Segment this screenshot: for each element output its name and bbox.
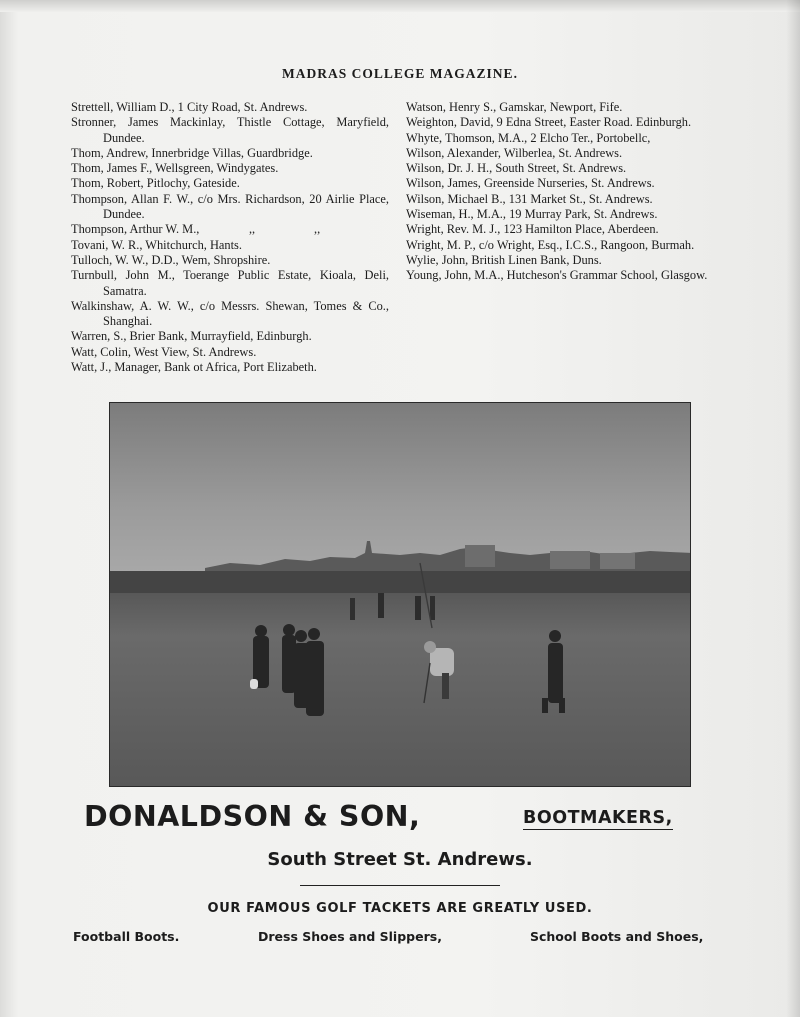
page-header: MADRAS COLLEGE MAGAZINE. (282, 66, 518, 81)
advert-product: School Boots and Shoes, (530, 929, 704, 944)
advert-product: Dress Shoes and Slippers, (258, 929, 442, 944)
directory-entry: Weighton, David, 9 Edna Street, Easter Road. Edinburgh. (406, 115, 692, 130)
directory-entry: Whyte, Thomson, M.A., 2 Elcho Ter., Portobellc, (406, 130, 651, 145)
directory-entry: Thom, Robert, Pitlochy, Gateside. (71, 176, 240, 191)
advert-slogan: OUR FAMOUS GOLF TACKETS ARE GREATLY USED. (207, 901, 593, 916)
advert-business-name: DONALDSON & SON, (84, 800, 421, 833)
directory-entry: Tovani, W. R., Whitchurch, Hants. (71, 237, 242, 252)
advert-product: Football Boots. (73, 929, 180, 944)
directory-entry: Tulloch, W. W., D.D., Wem, Shropshire. (71, 252, 271, 267)
directory-entry: Young, John, M.A., Hutcheson's Grammar School, Glasgow. (406, 268, 708, 283)
directory-entry: Wilson, James, Greenside Nurseries, St. Andrews. (406, 176, 655, 191)
directory-entry: Wright, Rev. M. J., 123 Hamilton Place, Aberdeen. (406, 222, 659, 237)
directory-left-column (71, 100, 389, 375)
directory-entry: Wilson, Dr. J. H., South Street, St. Andrews. (406, 161, 627, 176)
directory-entry: Wright, M. P., c/o Wright, Esq., I.C.S., Rangoon, Burmah. (406, 237, 695, 252)
page-top-edge (0, 0, 800, 12)
directory-entry: Watt, J., Manager, Bank ot Africa, Port Elizabeth. (71, 360, 317, 375)
directory-entry: Wilson, Michael B., 131 Market St., St. Andrews. (406, 191, 653, 206)
directory-entry: Wylie, John, British Linen Bank, Duns. (406, 252, 602, 267)
directory-entry: Warren, S., Brier Bank, Murrayfield, Edinburgh. (71, 329, 312, 344)
golf-course-illustration (110, 403, 691, 787)
advert-trade: BOOTMAKERS, (523, 808, 673, 828)
golf-course-photograph (109, 402, 691, 787)
advert-address: South Street St. Andrews. (267, 849, 533, 870)
directory-entry: Wilson, Alexander, Wilberlea, St. Andrews. (406, 145, 623, 160)
directory-right-column (406, 100, 722, 284)
directory-entry: Watson, Henry S., Gamskar, Newport, Fife. (406, 100, 623, 114)
directory-entry: Strettell, William D., 1 City Road, St. Andrews. (71, 100, 308, 114)
directory-entry: Thom, James F., Wellsgreen, Windygates. (71, 161, 279, 176)
directory-entry: Walkinshaw, A. W. W., c/o Messrs. Shewan, Tomes & Co., Shanghai. (71, 298, 389, 329)
directory-entry: Watt, Colin, West View, St. Andrews. (71, 344, 257, 359)
directory-entry: Thompson, Allan F. W., c/o Mrs. Richardson, 20 Airlie Place, Dundee. (71, 191, 389, 222)
advert-divider (300, 885, 500, 886)
directory-entry: Turnbull, John M., Toerange Public Estate, Kioala, Deli, Samatra. (71, 268, 389, 298)
directory-entry: Stronner, James Mackinlay, Thistle Cottage, Maryfield, Dundee. (71, 115, 389, 145)
directory-entry: Thom, Andrew, Innerbridge Villas, Guardbridge. (71, 145, 313, 160)
directory-entry: Thompson, Arthur W. M., ,, ,, (71, 222, 321, 237)
directory-entry: Wiseman, H., M.A., 19 Murray Park, St. Andrews. (406, 207, 658, 222)
